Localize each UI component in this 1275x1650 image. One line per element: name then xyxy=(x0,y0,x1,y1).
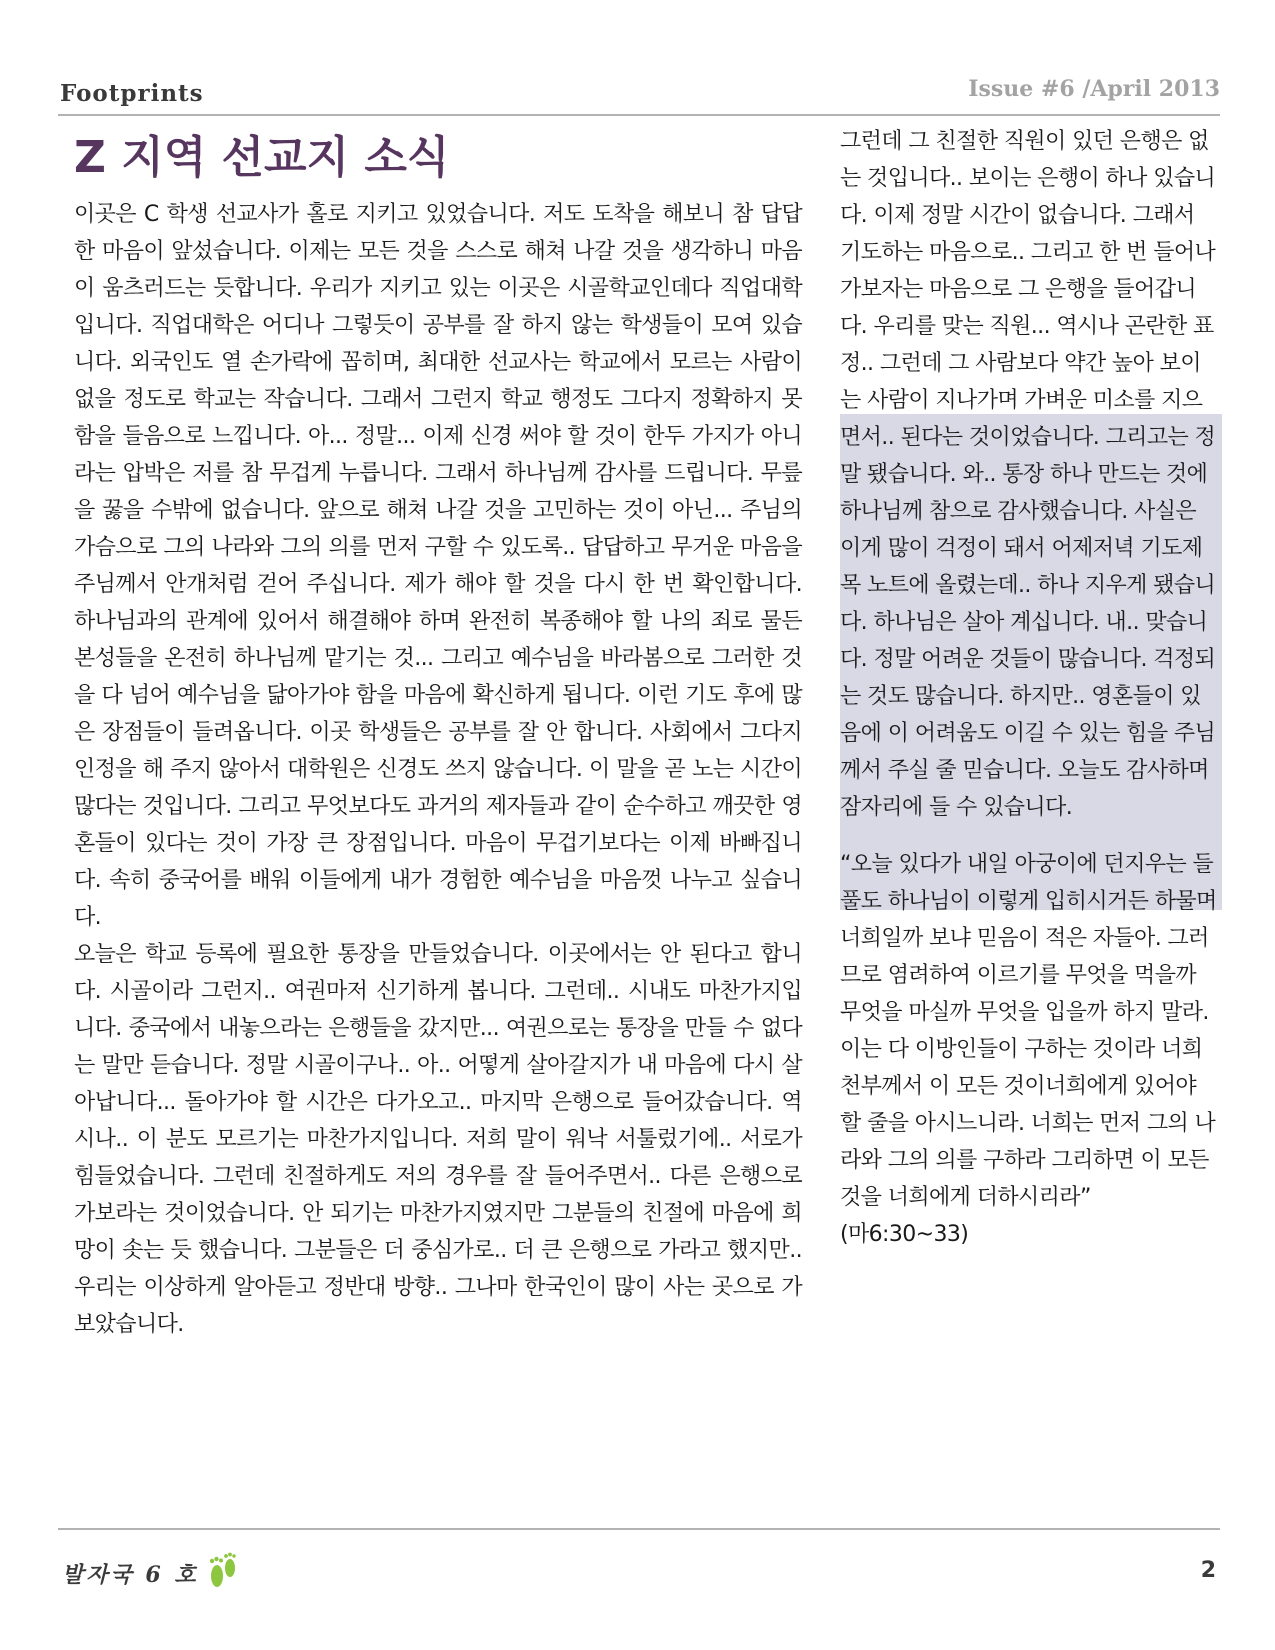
article-paragraph: 그런데 그 친절한 직원이 있던 은행은 없는 것입니다.. 보이는 은행이 하나 있습니다. 이제 정말 시간이 없습니다. 그래서 기도하는 마음으로.. 그리고 한 번 들어나 가보자는 마음으로 그 은행을 들어갑니다. 우리를 맞는 직원... 역시나 곤란한 표정.. 그런데 그 사람보다 약간 높아 보이는 사람이 지나가며 가벼운 미소를 지으면서.. 된다는 것이었습니다. 그리고는 정말 됐습니다. 와.. 통장 하나 만드는 것에 하나님께 참으로 감사했습니다. 사실은 이게 많이 걱정이 돼서 어제저녁 기도제목 노트에 올렸는데.. 하나 지우게 됐습니다. 하나님은 살아 계십니다. 내.. 맞습니다. 정말 어려운 것들이 많습니다. 걱정되는 것도 많습니다. 하지만.. 영혼들이 있음에 이 어려움도 이길 수 있는 힘을 주님께서 주실 줄 믿습니다. 오늘도 감사하며 잠자리에 들 수 있습니다. xyxy=(840,129,1216,820)
page-footer xyxy=(58,1528,1220,1600)
article-paragraph: 오늘은 학교 등록에 필요한 통장을 만들었습니다. 이곳에서는 안 된다고 합니다. 시골이라 그런지.. 여권마저 신기하게 봅니다. 그런데.. 시내도 마찬가지입니다. 중국에서 내놓으라는 은행들을 갔지만... 여권으로는 통장을 만들 수 없다는 말만 듣습니다. 정말 시골이구나.. 아.. 어떻게 살아갈지가 내 마음에 다시 살아납니다... 돌아가야 할 시간은 다가오고.. 마지막 은행으로 들어갔습니다. 역시나.. 이 분도 모르기는 마찬가지입니다. 저희 말이 워낙 서툴렀기에.. 서로가 힘들었습니다. 그런데 친절하게도 저의 경우를 잘 들어주면서.. 다른 은행으로 가보라는 것이었습니다. 안 되기는 마찬가지였지만 그분들의 친절에 마음에 희망이 솟는 듯 했습니다. 그분들은 더 중심가로.. 더 큰 은행으로 가라고 했지만.. 우리는 이상하게 알아듣고 정반대 방향.. 그나마 한국인이 많이 사는 곳으로 가보았습니다. xyxy=(74,942,802,1337)
article-title: Z 지역 선교지 소식 xyxy=(74,132,450,183)
article-paragraph: 이곳은 C 학생 선교사가 홀로 지키고 있었습니다. 저도 도착을 해보니 참 답답한 마음이 앞섰습니다. 이제는 모든 것을 스스로 해쳐 나갈 것을 생각하니 마음이 움츠러드는 듯합니다. 우리가 지키고 있는 이곳은 시골학교인데다 직업대학입니다. 직업대학은 어디나 그렇듯이 공부를 잘 하지 않는 학생들이 모여 있습니다. 외국인도 열 손가락에 꼽히며, 최대한 선교사는 학교에서 모르는 사람이 없을 정도로 학교는 작습니다. 그래서 그런지 학교 행정도 그다지 정확하지 못함을 들음으로 느낍니다. 아... 정말... 이제 신경 써야 할 것이 한두 가지가 아니라는 압박은 저를 참 무겁게 누릅니다. 그래서 하나님께 감사를 드립니다. 무릎을 꿇을 수밖에 없습니다. 앞으로 해쳐 나갈 것을 고민하는 것이 아닌... 주님의 가슴으로 그의 나라와 그의 의를 먼저 구할 수 있도록.. 답답하고 무거운 마음을 주님께서 안개처럼 걷어 주십니다. 제가 해야 할 것을 다시 한 번 확인합니다. 하나님과의 관계에 있어서 해결해야 하며 완전히 복종해야 할 나의 죄로 물든 본성들을 온전히 하나님께 맡기는 것... 그리고 예수님을 바라봄으로 그러한 것을 다 넘어 예수님을 닮아가야 함을 마음에 확신하게 됩니다. 이런 기도 후에 많은 장점들이 들려옵니다. 이곳 학생들은 공부를 잘 안 합니다. 사회에서 그다지 인정을 해 주지 않아서 대학원은 신경도 쓰지 않습니다. 이 말을 곧 노는 시간이 많다는 것입니다. 그리고 무엇보다도 과거의 제자들과 같이 순수하고 깨끗한 영혼들이 있다는 것이 가장 큰 장점입니다. 마음이 무겁기보다는 이제 바빠집니다. 속히 중국어를 배워 이들에게 내가 경험한 예수님을 마음껏 나누고 싶습니다. xyxy=(74,202,802,930)
bible-verse: “오늘 있다가 내일 아궁이에 던지우는 들풀도 하나님이 이렇게 입히시거든 하물며 너희일까 보냐 믿음이 적은 자들아. 그러므로 염려하여 이르기를 무엇을 먹을까 무엇을 마실까 무엇을 입을까 하지 말라. 이는 다 이방인들이 구하는 것이라 너희 천부께서 이 모든 것이너희에게 있어야 할 줄을 아시느니라. 너희는 먼저 그의 나라와 그의 의를 구하라 그리하면 이 모든 것을 너희에게 더하시리라” xyxy=(840,852,1217,1210)
right-column xyxy=(840,123,1220,1253)
left-column xyxy=(74,196,802,1343)
page-header xyxy=(58,70,1220,116)
page-number: 2 xyxy=(1200,1558,1216,1583)
footer-logo: 발자국 6 호 xyxy=(62,1562,199,1588)
footprints-icon xyxy=(203,1546,243,1598)
newsletter-brand: Footprints xyxy=(60,80,204,107)
issue-label: Issue #6 /April 2013 xyxy=(968,76,1220,102)
verse-reference: (마6:30~33) xyxy=(840,1222,969,1247)
